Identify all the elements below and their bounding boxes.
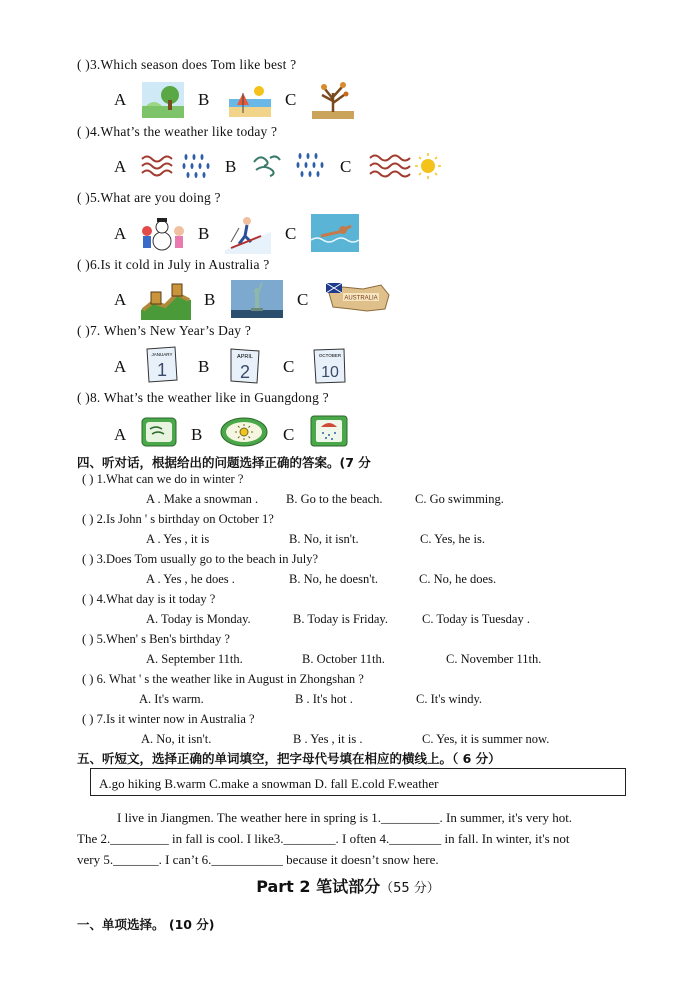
wind-sun-icon [368,151,444,181]
section-4-question: ( ) 6. What ' s the weather like in August in Zhongshan ? [82,672,364,686]
option-b: B [204,290,216,309]
question-3-text: ( )3.Which season does Tom like best ? [77,57,297,72]
option-b: B [198,224,210,243]
section-4-option-c: C. Today is Tuesday . [422,612,530,626]
section-4-option-a: A . Yes , it is [146,532,210,546]
australia-map-icon [323,281,395,315]
section-4-option-b: B. No, it isn't. [289,532,359,546]
calendar-oct-number: 10 [321,364,339,381]
great-wall-icon [141,280,191,320]
calendar-apr-label: APRIL [237,354,253,360]
question-8-text: ( )8. What’s the weather like in Guangdong ? [77,390,329,405]
section-4-option-c: C. It's windy. [416,692,483,706]
calendar-october-icon [312,347,348,385]
option-c: C [283,357,295,376]
option-b: B [225,157,237,176]
calendar-january-icon [145,346,179,384]
question-6-text: ( )6.Is it cold in July in Australia ? [77,257,270,272]
option-b: B [198,90,210,109]
section-4-option-b: B . It's hot . [295,692,353,706]
wind-rain-icon [140,153,212,179]
section-4-option-a: A. Today is Monday. [146,612,251,626]
summer-beach-icon [229,83,271,117]
section-4-option-b: B . Yes , it is . [293,732,363,746]
option-c: C [285,224,297,243]
snowman-icon [140,213,186,253]
calendar-jan-label: JANUARY [151,352,173,357]
section-4-question: ( ) 3.Does Tom usually go to the beach in July? [82,552,319,566]
option-c: C [340,157,352,176]
section-4-option-b: B. No, he doesn't. [289,572,379,586]
section-4-option-b: B. Go to the beach. [286,492,383,506]
option-a: A [114,425,127,444]
passage-line-1: I live in Jiangmen. The weather here in spring is 1._________. In summer, it's very hot. [117,810,573,825]
section-4-option-b: B. Today is Friday. [293,612,388,626]
section-4-option-c: C. November 11th. [446,652,542,666]
sunny-sign-icon [220,417,268,447]
section-4-option-a: A. No, it isn't. [141,732,212,746]
question-7-text: ( )7. When’s New Year’s Day ? [77,323,252,338]
question-5-text: ( )5.What are you doing ? [77,190,221,205]
section-4-option-c: C. No, he does. [419,572,497,586]
australia-label: AUSTRALIA [344,295,378,302]
calendar-oct-label: OCTOBER [318,353,342,358]
rainy-sign-icon [310,415,348,447]
calendar-april-icon [229,347,263,385]
option-a: A [114,224,127,243]
option-a: A [114,157,127,176]
section-4-question: ( ) 2.Is John ' s birthday on October 1? [82,512,274,526]
calendar-apr-number: 2 [239,362,251,382]
section-4-question: ( ) 1.What can we do in winter ? [82,472,244,486]
option-b: B [198,357,210,376]
passage-line-2: The 2._________ in fall is cool. I like3.________. I often 4.________ in fall. In winter, it's not [77,831,570,846]
option-c: C [283,425,295,444]
section-4-question: ( ) 7.Is it winter now in Australia ? [82,712,255,726]
section-5-heading: 五、听短文，选择正确的单词填空，把字母代号填在相应的横线上。（ 6 分） [77,751,501,766]
section-4-question: ( ) 4.What day is it today ? [82,592,216,606]
swimming-icon [311,214,359,252]
autumn-tree-icon [312,79,354,119]
spring-scene-icon [142,82,184,118]
section-4-option-c: C. Yes, it is summer now. [422,732,550,746]
section-4-option-c: C. Go swimming. [415,492,504,506]
section-4-option-c: C. Yes, he is. [420,532,485,546]
skiing-icon [225,212,271,254]
calendar-jan-number: 1 [156,360,168,380]
statue-of-liberty-icon [231,280,283,318]
option-a: A [114,290,127,309]
part-2-points: （55 分） [380,881,440,896]
passage-line-3: very 5._______. I can’t 6.___________ because it doesn’t snow here. [77,852,439,867]
section-1-heading: 一、单项选择。 (10 分) [77,917,215,932]
section-4-heading: 四、听对话，根据给出的问题选择正确的答案。(7 分 [77,455,371,470]
section-4-option-a: A . Yes , he does . [146,572,235,586]
section-4-option-a: A. September 11th. [146,652,243,666]
part-2-title [0,874,696,897]
option-c: C [297,290,309,309]
section-4-option-a: A. It's warm. [139,692,204,706]
question-4-text: ( )4.What’s the weather like today ? [77,124,278,139]
part-2-title-text: Part 2 笔试部分 [256,877,381,896]
option-b: B [191,425,203,444]
section-4-question: ( ) 5.When' s Ben's birthday ? [82,632,230,646]
option-c: C [285,90,297,109]
option-a: A [114,357,127,376]
section-4-option-a: A . Make a snowman . [146,492,259,506]
wind-rain-icon [250,152,326,180]
option-a: A [114,90,127,109]
windy-sign-icon [141,417,177,447]
word-bank-box: A.go hiking B.warm C.make a snowman D. fall E.cold F.weather [90,768,626,796]
section-4-option-b: B. October 11th. [302,652,385,666]
